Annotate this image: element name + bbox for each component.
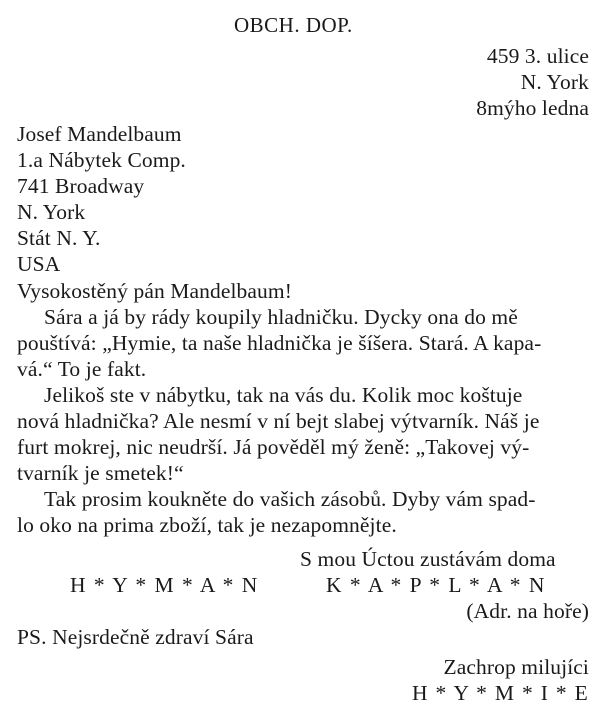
recipient-street: 741 Broadway [17,174,145,198]
paragraph-2-line-3: furt mokrej, nic neudrší. Já pověděl mý ženě: „Takovej vý- [17,435,530,459]
final-signature: H * Y * M * I * E [412,681,589,705]
letter-date: 8mýho ledna [476,96,589,120]
paragraph-2-line-1: Jelikoš ste v nábytku, tak na vás du. Kolik moc koštuje [44,383,523,407]
paragraph-2-line-4: tvarník je smetek!“ [17,461,184,485]
closing-phrase: S mou Úctou zustávám doma [300,547,556,571]
paragraph-1-line-3: vá.“ To je fakt. [17,357,147,381]
postscript: PS. Nejsrdečně zdraví Sára [17,625,254,649]
paragraph-2-line-2: nová hladnička? Ale nesmí v ní bejt slabej výtvarník. Náš je [17,409,540,433]
paragraph-3-line-1: Tak prosim koukněte do vašich zásobů. Dyby vám spad- [44,487,536,511]
signature-last-name: K * A * P * L * A * N [326,573,546,597]
sender-city: N. York [520,70,589,94]
signature-note: (Adr. na hoře) [466,599,589,623]
recipient-city: N. York [17,200,86,224]
paragraph-1-line-2: pouštívá: „Hymie, ta naše hladnička je šíšera. Stará. A kapa- [17,331,542,355]
sender-street: 459 3. ulice [486,44,589,68]
recipient-company: 1.a Nábytek Comp. [17,148,186,172]
paragraph-3-line-2: lo oko na prima zboží, tak je nezapomnějte. [17,513,397,537]
recipient-state: Stát N. Y. [17,226,101,250]
recipient-name: Josef Mandelbaum [17,122,182,146]
salutation: Vysokostěný pán Mandelbaum! [17,279,292,303]
letter-heading: OBCH. DOP. [234,13,353,37]
signature-first-name: H * Y * M * A * N [70,573,259,597]
recipient-country: USA [17,252,61,276]
final-closing: Zachrop milujíci [443,655,589,679]
paragraph-1-line-1: Sára a já by rády koupily hladničku. Dycky ona do mě [44,305,518,329]
